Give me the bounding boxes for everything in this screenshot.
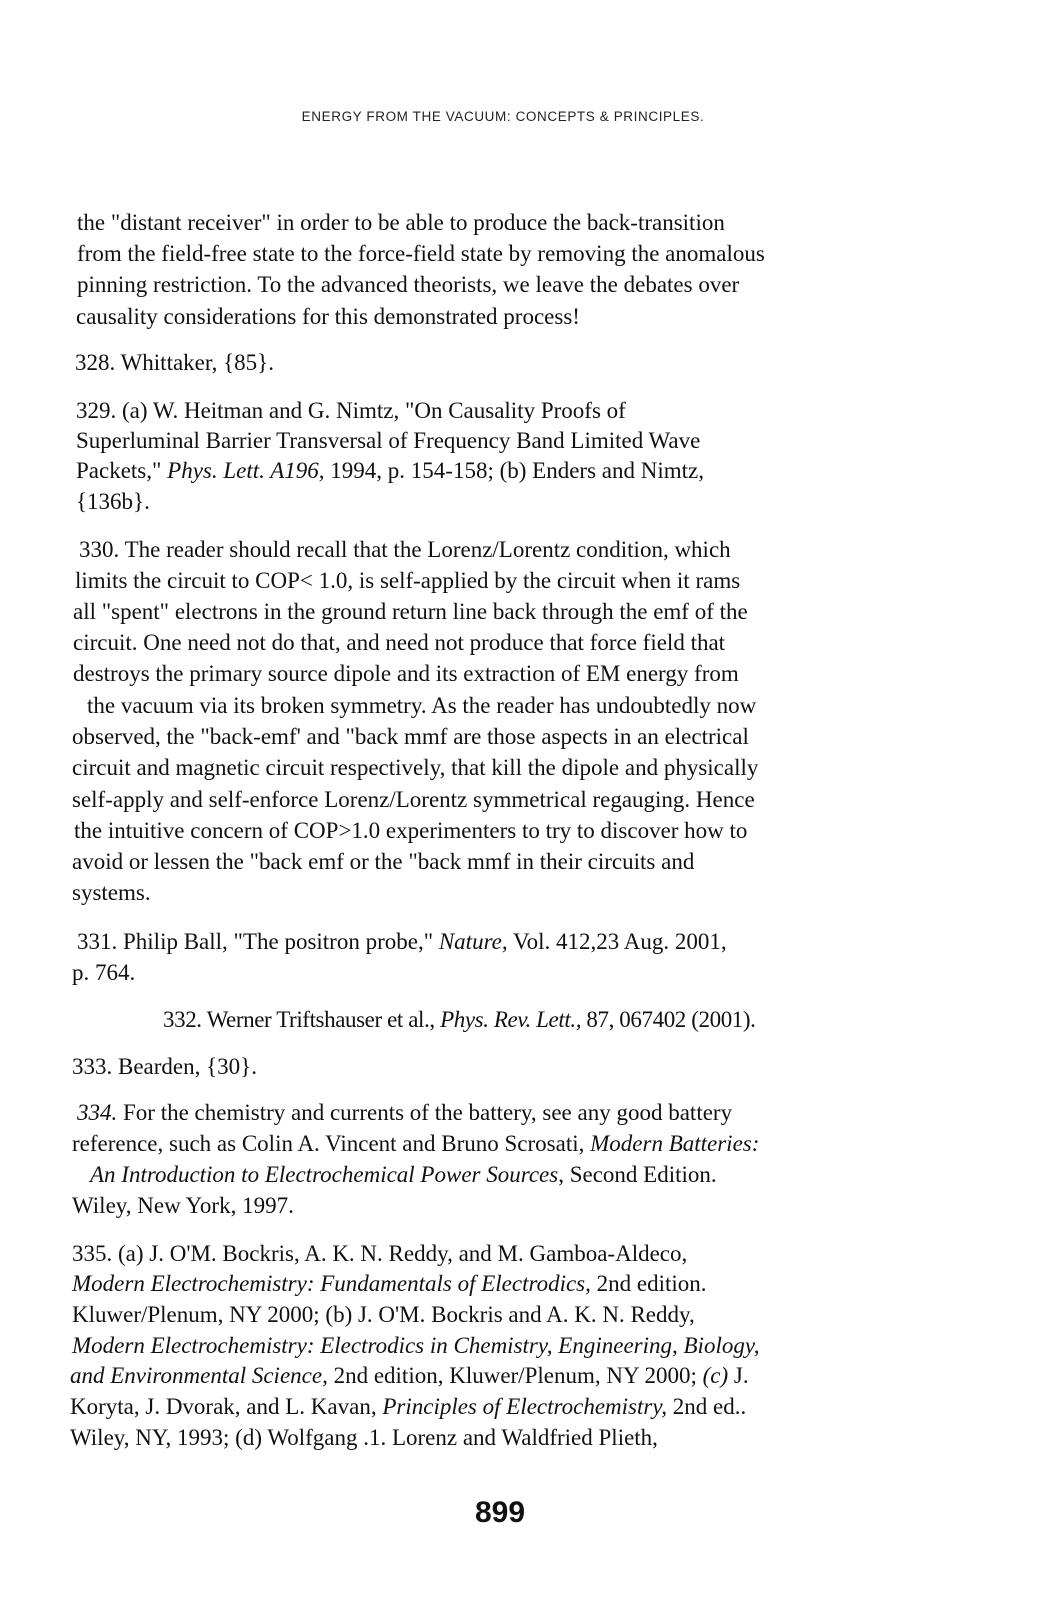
note-330-line: destroys the primary source dipole and its extraction of EM energy from <box>73 661 739 686</box>
note-329-line: {136b}. <box>76 489 150 514</box>
note-333: 333. Bearden, {30}. <box>72 1054 257 1079</box>
note-331-line: 331. Philip Ball, "The positron probe," Nature, Vol. 412,23 Aug. 2001, <box>77 929 727 954</box>
note-330-line: the intuitive concern of COP>1.0 experimenters to try to discover how to <box>74 818 748 843</box>
book-title: and Environmental Science, <box>70 1363 328 1388</box>
note-332: 332. Werner Triftshauser et al., Phys. Rev. Lett., 87, 067402 (2001). <box>163 1007 756 1032</box>
note-330-line: observed, the "back-emf' and "back mmf are those aspects in an electrical <box>72 724 749 749</box>
note-334-line: Wiley, New York, 1997. <box>72 1193 294 1218</box>
book-title: Modern Batteries: <box>590 1131 760 1156</box>
note-331-line: p. 764. <box>72 960 136 985</box>
note-330-line: circuit and magnetic circuit respectively, that kill the dipole and physically <box>72 755 759 780</box>
note-335-line: 335. (a) J. O'M. Bockris, A. K. N. Reddy, and M. Gamboa-Aldeco, <box>72 1241 688 1266</box>
note-335-line: and Environmental Science, 2nd edition, Kluwer/Plenum, NY 2000; (c) J. <box>70 1363 749 1388</box>
note-330-line: avoid or lessen the "back emf or the "back mmf in their circuits and <box>72 849 695 874</box>
continuation-line: the "distant receiver" in order to be able to produce the back-transition <box>77 210 725 235</box>
note-329-line: 329. (a) W. Heitman and G. Nimtz, "On Causality Proofs of <box>76 398 626 423</box>
note-330-line: 330. The reader should recall that the Lorenz/Lorentz condition, which <box>79 537 731 562</box>
note-334-line: 334. For the chemistry and currents of the battery, see any good battery <box>77 1100 733 1125</box>
page-number: 899 <box>474 1496 526 1529</box>
book-title: Modern Electrochemistry: Fundamentals of Electrodics, <box>72 1271 591 1296</box>
note-335-line: Modern Electrochemistry: Electrodics in Chemistry, Engineering, Biology, <box>72 1333 760 1358</box>
continuation-line: from the field-free state to the force-field state by removing the anomalous <box>77 241 765 266</box>
note-335-line: Kluwer/Plenum, NY 2000; (b) J. O'M. Bockris and A. K. N. Reddy, <box>72 1302 695 1327</box>
note-330-line: circuit. One need not do that, and need not produce that force field that <box>73 630 726 655</box>
note-329-line: Superluminal Barrier Transversal of Frequency Band Limited Wave <box>76 428 701 453</box>
note-335-line: Modern Electrochemistry: Fundamentals of Electrodics, 2nd edition. <box>72 1271 707 1296</box>
note-334-line: An Introduction to Electrochemical Power Sources, Second Edition. <box>90 1162 717 1187</box>
note-334-line: reference, such as Colin A. Vincent and Bruno Scrosati, Modern Batteries: <box>72 1131 760 1156</box>
note-328: 328. Whittaker, {85}. <box>75 350 274 375</box>
note-330-line: systems. <box>72 880 151 905</box>
note-330-line: the vacuum via its broken symmetry. As the reader has undoubtedly now <box>87 693 757 718</box>
continuation-line: pinning restriction. To the advanced theorists, we leave the debates over <box>77 272 740 297</box>
note-329-line: Packets," Phys. Lett. A196, 1994, p. 154-158; (b) Enders and Nimtz, <box>76 458 704 483</box>
journal-title: Nature, <box>438 929 508 954</box>
note-335-line: Wiley, NY, 1993; (d) Wolfgang .1. Lorenz and Waldfried Plieth, <box>70 1425 658 1450</box>
journal-title: Phys. Lett. A196, <box>167 458 325 483</box>
continuation-line: causality considerations for this demonstrated process! <box>76 304 580 329</box>
note-335-line: Koryta, J. Dvorak, and L. Kavan, Principles of Electrochemistry, 2nd ed.. <box>70 1394 747 1419</box>
running-title: ENERGY FROM THE VACUUM: CONCEPTS & PRINCIPLES. <box>301 109 705 124</box>
book-title: An Introduction to Electrochemical Power Sources <box>90 1162 559 1187</box>
note-330-line: limits the circuit to COP< 1.0, is self-applied by the circuit when it rams <box>75 568 741 593</box>
book-title: Principles of Electrochemistry, <box>382 1394 668 1419</box>
note-330-line: all "spent" electrons in the ground return line back through the emf of the <box>73 599 748 624</box>
note-330-line: self-apply and self-enforce Lorenz/Lorentz symmetrical regauging. Hence <box>72 787 755 812</box>
journal-title: Phys. Rev. Lett., <box>440 1007 582 1032</box>
